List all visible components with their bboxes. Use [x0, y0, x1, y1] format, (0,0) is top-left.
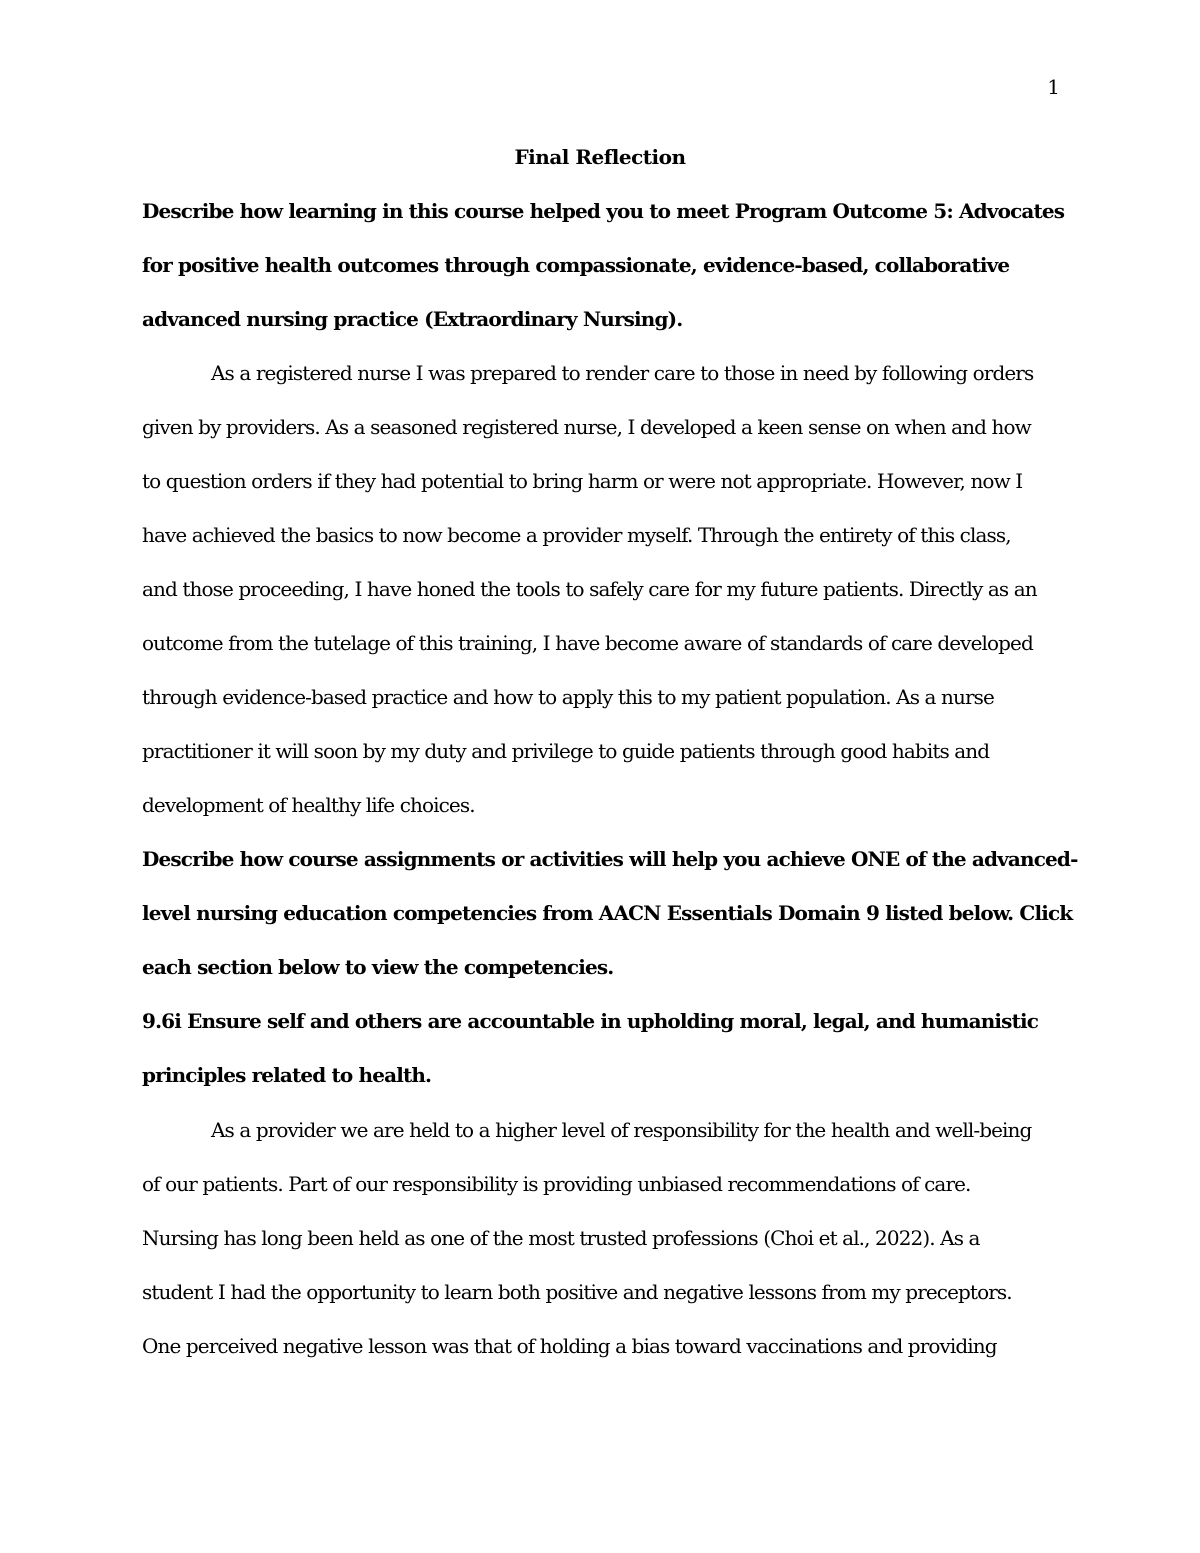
- competency-line: 9.6i Ensure self and others are accountable in upholding moral, legal, and humanistic: [142, 1009, 1039, 1033]
- section1-body-line: As a registered nurse I was prepared to render care to those in need by following orders: [211, 361, 1034, 385]
- section1-body-line: have achieved the basics to now become a provider myself. Through the entirety of this class,: [142, 523, 1011, 547]
- document-title: Final Reflection: [514, 145, 686, 169]
- section2-prompt-line: each section below to view the competencies.: [142, 955, 614, 979]
- section1-body-line: and those proceeding, I have honed the tools to safely care for my future patients. Directly as an: [142, 577, 1037, 601]
- section1-body-line: given by providers. As a seasoned registered nurse, I developed a keen sense on when and how: [142, 415, 1031, 439]
- section1-prompt-line: advanced nursing practice (Extraordinary Nursing).: [142, 307, 683, 331]
- page-number: 1: [1047, 75, 1060, 99]
- section1-body-line: to question orders if they had potential to bring harm or were not appropriate. However, now I: [142, 469, 1023, 493]
- competency-line: principles related to health.: [142, 1063, 432, 1087]
- section1-body-line: practitioner it will soon by my duty and privilege to guide patients through good habits and: [142, 739, 990, 763]
- section1-prompt-line: Describe how learning in this course helped you to meet Program Outcome 5: Advocates: [142, 199, 1065, 223]
- section2-body-line: Nursing has long been held as one of the most trusted professions (Choi et al., 2022). As a: [142, 1226, 980, 1250]
- section1-body-line: outcome from the tutelage of this training, I have become aware of standards of care developed: [142, 631, 1033, 655]
- section2-prompt-line: level nursing education competencies from AACN Essentials Domain 9 listed below. Click: [142, 901, 1073, 925]
- section2-body-line: student I had the opportunity to learn both positive and negative lessons from my preceptors.: [142, 1280, 1012, 1304]
- section1-prompt-line: for positive health outcomes through compassionate, evidence-based, collaborative: [142, 253, 1010, 277]
- section2-body-line: As a provider we are held to a higher level of responsibility for the health and well-being: [211, 1118, 1032, 1142]
- section2-body-line: of our patients. Part of our responsibility is providing unbiased recommendations of care.: [142, 1172, 971, 1196]
- section2-prompt-line: Describe how course assignments or activities will help you achieve ONE of the advanced-: [142, 847, 1078, 871]
- section2-body-line: One perceived negative lesson was that of holding a bias toward vaccinations and providing: [142, 1334, 997, 1358]
- section1-body-line: development of healthy life choices.: [142, 793, 475, 817]
- section1-body-line: through evidence-based practice and how to apply this to my patient population. As a nurse: [142, 685, 994, 709]
